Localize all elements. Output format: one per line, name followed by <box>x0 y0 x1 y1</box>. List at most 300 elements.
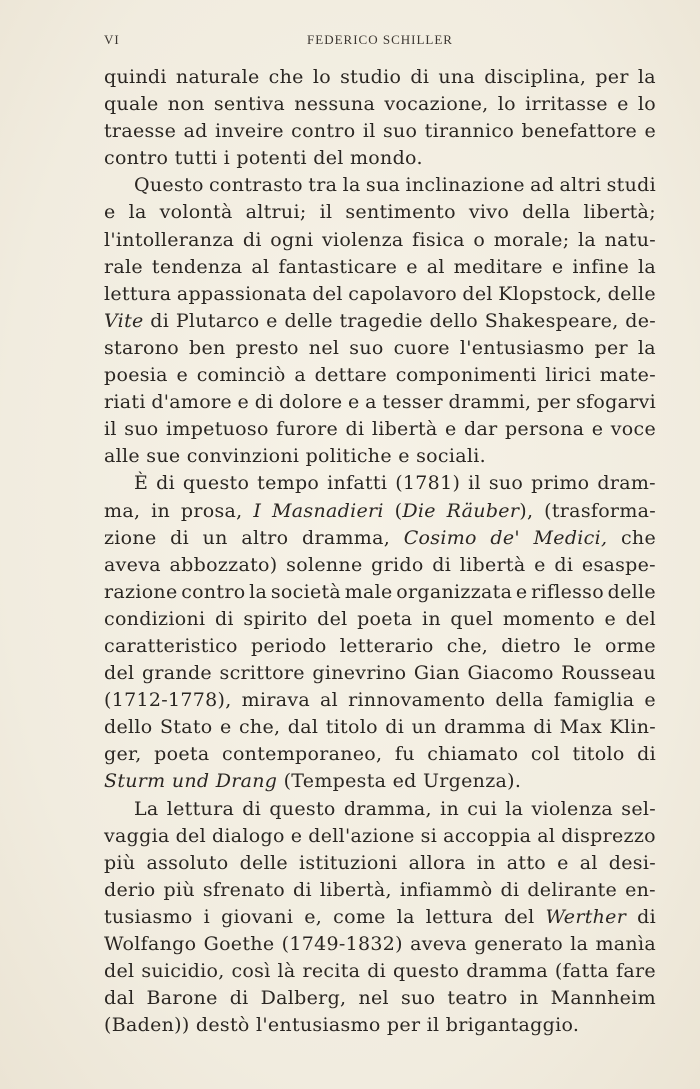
word: delle <box>607 282 656 305</box>
word: nel <box>308 336 340 359</box>
word: momento <box>502 607 595 630</box>
word: di <box>637 905 656 928</box>
word: la <box>637 66 656 88</box>
text-line <box>104 498 656 525</box>
word: si <box>420 824 438 847</box>
word: d'amore <box>151 391 232 414</box>
word: per <box>595 66 629 88</box>
text-line <box>104 958 656 985</box>
word: al <box>320 689 339 712</box>
text-line <box>104 552 656 579</box>
word: della <box>522 201 571 224</box>
word: la <box>505 797 524 820</box>
word: e <box>644 120 656 143</box>
word: razione <box>104 580 178 603</box>
word: natu- <box>604 228 656 251</box>
word: la <box>637 255 656 278</box>
word: dramma, <box>302 526 391 549</box>
word: del <box>462 282 493 305</box>
text-line <box>104 335 656 362</box>
text-line <box>104 823 656 850</box>
word: aveva <box>410 933 467 955</box>
text-line <box>104 416 656 443</box>
word: di <box>385 716 405 739</box>
word: zione <box>104 526 157 549</box>
word: sua <box>365 174 401 197</box>
text-line <box>104 64 656 91</box>
word: fantasticare <box>278 255 398 278</box>
word: sfrenato <box>202 878 286 901</box>
word: titolo <box>325 716 378 739</box>
word: violenza <box>531 797 614 820</box>
word: accoppia <box>443 824 532 847</box>
word: del <box>312 282 343 305</box>
word: la <box>396 905 415 928</box>
word: di <box>242 228 262 251</box>
word: assoluto <box>146 851 229 874</box>
word: di <box>637 743 656 766</box>
word: più <box>163 878 195 901</box>
word: orme <box>604 634 656 657</box>
word: al <box>579 851 598 874</box>
word: prosa, <box>180 499 243 522</box>
text-line <box>104 362 656 389</box>
word: al <box>537 824 556 847</box>
text-line <box>104 91 656 118</box>
word: infatti <box>327 472 388 495</box>
word: È <box>134 472 149 495</box>
word: Max <box>559 716 602 739</box>
word: en- <box>625 878 656 901</box>
word: generato <box>474 933 563 955</box>
word: libertà; <box>583 201 656 224</box>
word: furore <box>276 418 339 441</box>
word: contrasto <box>209 174 303 197</box>
word: e <box>290 824 303 847</box>
word: di <box>150 309 170 332</box>
word: che, <box>446 634 489 657</box>
word: la <box>249 580 268 603</box>
word: istituzioni <box>298 851 398 874</box>
word: dello <box>429 309 479 332</box>
text-line <box>104 389 656 416</box>
word: non <box>167 93 205 116</box>
word: che <box>268 66 304 88</box>
word: del <box>504 905 535 928</box>
word: disprezzo <box>561 824 656 847</box>
word: dramma <box>444 716 526 739</box>
word: voce <box>610 418 656 441</box>
word: mate- <box>599 364 656 387</box>
page-number: VI <box>104 32 120 47</box>
text-line <box>104 227 656 254</box>
word: (1712-1778), <box>104 689 232 712</box>
word: delirante <box>527 878 618 901</box>
word: in <box>421 607 441 630</box>
word: del <box>175 824 206 847</box>
word: questo <box>393 960 460 983</box>
text-run: (Tempesta ed Urgenza). <box>277 770 522 793</box>
word: cuore <box>393 336 450 359</box>
word: dell'azione <box>308 824 415 847</box>
word: ad <box>183 120 208 143</box>
word: altri <box>559 174 602 197</box>
word: violenza <box>321 228 404 251</box>
word: Goethe <box>203 933 275 955</box>
word: a <box>294 364 306 387</box>
word: le <box>573 634 592 657</box>
text-line <box>104 985 656 1012</box>
word: questo <box>182 472 250 495</box>
word: suo <box>401 987 436 1010</box>
word: dello <box>104 716 153 739</box>
word: rinnovamento <box>348 689 486 712</box>
word: al <box>426 255 445 278</box>
word: (1749-1832) <box>281 933 403 955</box>
word: appassionata <box>176 282 307 305</box>
text-line <box>104 660 656 687</box>
word: del <box>104 960 135 983</box>
word: Gian <box>413 662 460 685</box>
word: Räuber), <box>446 499 534 522</box>
word: titolo <box>572 743 625 766</box>
word: sentimento <box>345 201 456 224</box>
word: Klopstock, <box>498 282 603 305</box>
word: e <box>348 391 360 414</box>
word: fu <box>394 743 415 766</box>
word: dar <box>464 418 498 441</box>
word: capolavoro <box>348 282 457 305</box>
text-line <box>104 687 656 714</box>
word: come <box>333 905 386 928</box>
word: infine <box>572 255 630 278</box>
word: di <box>229 987 249 1010</box>
word: suicidio, <box>141 960 225 983</box>
word: sentiva <box>213 93 285 116</box>
word: delle <box>284 309 333 332</box>
italic-text: Sturm und Drang <box>104 770 278 793</box>
word: riflesso <box>531 580 604 603</box>
word: e, <box>304 905 323 928</box>
word: teatro <box>447 987 508 1010</box>
word: il <box>362 120 376 143</box>
word: lo <box>497 93 516 116</box>
word: tirannico <box>424 120 515 143</box>
word: della <box>495 689 544 712</box>
text-line <box>104 470 656 497</box>
word: presto <box>235 336 299 359</box>
word: lettura <box>104 282 172 305</box>
word: tragedie <box>339 309 423 332</box>
word: l'entusiasmo <box>459 336 585 359</box>
text-line <box>104 714 656 741</box>
word: e <box>551 255 564 278</box>
word: dettare <box>314 364 388 387</box>
word: di <box>533 716 553 739</box>
word: rale <box>104 255 143 278</box>
word: e <box>591 418 604 441</box>
word: del <box>104 662 135 685</box>
word: derio <box>104 878 156 901</box>
running-title: FEDERICO SCHILLER <box>307 32 453 47</box>
word: e <box>534 553 546 576</box>
word: del <box>317 607 348 630</box>
text-run: alle sue convinzioni politiche e sociali. <box>104 445 486 468</box>
word: caratteristico <box>104 634 238 657</box>
word: organizzata <box>396 580 513 603</box>
word: (fatta <box>554 960 610 983</box>
word: che, <box>238 716 281 739</box>
word: meditare <box>453 255 543 278</box>
word: sel- <box>621 797 656 820</box>
word: dal <box>104 987 135 1010</box>
word: (Die <box>394 499 436 522</box>
word: traesse <box>104 120 177 143</box>
word: lirici <box>545 364 592 387</box>
text-line <box>104 308 656 335</box>
word: componimenti <box>395 364 537 387</box>
word: e <box>515 580 528 603</box>
word: vaggia <box>104 824 170 847</box>
word: (1781) <box>395 472 461 495</box>
text-line <box>104 172 656 199</box>
word: dram- <box>597 472 656 495</box>
word: e <box>176 364 189 387</box>
text-line <box>104 118 656 145</box>
word: tusiasmo <box>104 905 193 928</box>
word: quel <box>450 607 494 630</box>
word: abbozzato) <box>169 553 278 576</box>
word: la <box>570 933 589 955</box>
word: e <box>617 93 629 116</box>
text-line <box>104 606 656 633</box>
word: spirito <box>243 607 308 630</box>
word: di <box>254 391 274 414</box>
word: in <box>440 797 460 820</box>
text-line <box>104 741 656 768</box>
word: di <box>156 472 175 495</box>
word: Wolfango <box>104 933 197 955</box>
word: l'intolleranza <box>104 228 235 251</box>
word: impetuoso <box>166 418 269 441</box>
word: tempo <box>257 472 320 495</box>
word: ad <box>530 174 555 197</box>
word: la <box>637 336 656 359</box>
text-line <box>104 768 656 795</box>
word: poeta <box>154 743 210 766</box>
word: suo <box>349 336 384 359</box>
word: il <box>104 418 117 441</box>
word: più <box>104 851 136 874</box>
text-line <box>104 199 656 226</box>
word: desi- <box>608 851 656 874</box>
text-line <box>104 904 656 931</box>
word: di <box>554 553 574 576</box>
word: e <box>445 418 457 441</box>
word: i <box>203 905 211 928</box>
body-text <box>104 64 656 1039</box>
word: di <box>345 418 365 441</box>
word: libertà, <box>319 878 392 901</box>
word: nel <box>358 987 389 1010</box>
word: quindi <box>104 66 167 88</box>
word: allora <box>408 851 466 874</box>
text-line <box>104 145 656 172</box>
word: la <box>342 174 361 197</box>
word: delle <box>607 580 656 603</box>
word: di <box>293 878 312 901</box>
word: La <box>134 797 159 820</box>
word: riati <box>104 391 146 414</box>
word: fisica <box>412 228 465 251</box>
word: esaspe- <box>581 553 656 576</box>
word: al <box>251 255 270 278</box>
text-line <box>104 579 656 606</box>
text-line <box>104 796 656 823</box>
word: la <box>578 228 597 251</box>
word: contro <box>181 580 246 603</box>
word: lettura <box>166 797 235 820</box>
text-line <box>104 633 656 660</box>
word: di <box>367 960 387 983</box>
word: Plutarco <box>175 309 260 332</box>
word: chiamato <box>427 743 519 766</box>
word: solenne <box>286 553 363 576</box>
word: e <box>406 255 418 278</box>
word: morale; <box>493 228 570 251</box>
word: studi <box>606 174 656 197</box>
word: di <box>410 66 430 88</box>
word: Rousseau <box>561 662 656 685</box>
word: quale <box>104 93 159 116</box>
word: fare <box>616 960 656 983</box>
word: delle <box>239 851 288 874</box>
word: altro <box>241 526 289 549</box>
text-run: contro tutti i potenti del mondo. <box>104 147 423 170</box>
word: e <box>604 607 617 630</box>
word: grande <box>141 662 212 685</box>
word: e <box>104 201 116 224</box>
word: inveire <box>214 120 284 143</box>
word: così <box>231 960 271 983</box>
text-line <box>104 1012 656 1039</box>
word: vivo <box>468 201 510 224</box>
text-line <box>104 850 656 877</box>
text-line <box>104 877 656 904</box>
word: questo <box>269 797 336 820</box>
word: Masnadieri <box>272 499 384 522</box>
word: de' <box>490 526 520 549</box>
word: naturale <box>175 66 260 88</box>
word: lo <box>637 93 656 116</box>
word: in <box>476 851 496 874</box>
word: tendenza <box>151 255 243 278</box>
word: Shakespeare, <box>484 309 619 332</box>
word: e <box>644 689 656 712</box>
word: aveva <box>104 553 161 576</box>
word: Klin- <box>609 716 656 739</box>
word: lettura <box>425 905 494 928</box>
word: inclinazione <box>405 174 525 197</box>
word: persona <box>504 418 585 441</box>
word: col <box>530 743 560 766</box>
word: di <box>170 526 189 549</box>
word: ogni <box>270 228 314 251</box>
word: cui <box>467 797 498 820</box>
word: condizioni <box>104 607 206 630</box>
word: infiammò <box>399 878 493 901</box>
word: Vite <box>104 309 144 332</box>
word: atto <box>506 851 547 874</box>
word: dramma <box>466 960 548 983</box>
word: lo <box>312 66 331 88</box>
word: volontà <box>159 201 233 224</box>
word: dialogo <box>211 824 285 847</box>
word: drammi, <box>448 391 532 414</box>
word: letterario <box>339 634 434 657</box>
word: per <box>536 391 571 414</box>
word: e <box>237 391 250 414</box>
word: per <box>594 336 628 359</box>
word: irritasse <box>525 93 608 116</box>
word: dal <box>287 716 319 739</box>
word: a <box>365 391 377 414</box>
word: starono <box>104 336 180 359</box>
word: una <box>438 66 476 88</box>
word: o <box>473 228 486 251</box>
word: di <box>432 553 452 576</box>
word: Mannheim <box>550 987 656 1010</box>
word: Stato <box>159 716 213 739</box>
text-run: (Baden)) destò l'entusiasmo per il brigantaggio. <box>104 1014 580 1037</box>
word: suo <box>124 418 159 441</box>
word: suo <box>488 472 524 495</box>
word: dolore <box>279 391 343 414</box>
word: vocazione, <box>384 93 489 116</box>
word: ginevrino <box>312 662 407 685</box>
word: sfogarvi <box>575 391 656 414</box>
word: disciplina, <box>484 66 587 88</box>
word: altrui; <box>245 201 307 224</box>
word: di <box>242 797 262 820</box>
word: recita <box>302 960 361 983</box>
word: primo <box>531 472 590 495</box>
word: in <box>519 987 539 1010</box>
word: poesia <box>104 364 168 387</box>
word: in <box>151 499 171 522</box>
word: de- <box>625 309 656 332</box>
word: (trasforma- <box>544 499 656 522</box>
word: del <box>625 607 656 630</box>
word: periodo <box>250 634 327 657</box>
word: Giacomo <box>467 662 554 685</box>
word: grido <box>371 553 424 576</box>
word: giovani <box>221 905 294 928</box>
word: manìa <box>595 933 656 955</box>
word: I <box>253 499 262 522</box>
word: e <box>219 716 232 739</box>
text-line <box>104 254 656 281</box>
word: ben <box>189 336 226 359</box>
word: tesser <box>382 391 443 414</box>
word: società <box>270 580 342 603</box>
text-line <box>104 281 656 308</box>
word: nessuna <box>294 93 376 116</box>
word: e <box>557 851 569 874</box>
word: che <box>620 526 656 549</box>
word: tra <box>308 174 338 197</box>
word: scrittore <box>219 662 305 685</box>
